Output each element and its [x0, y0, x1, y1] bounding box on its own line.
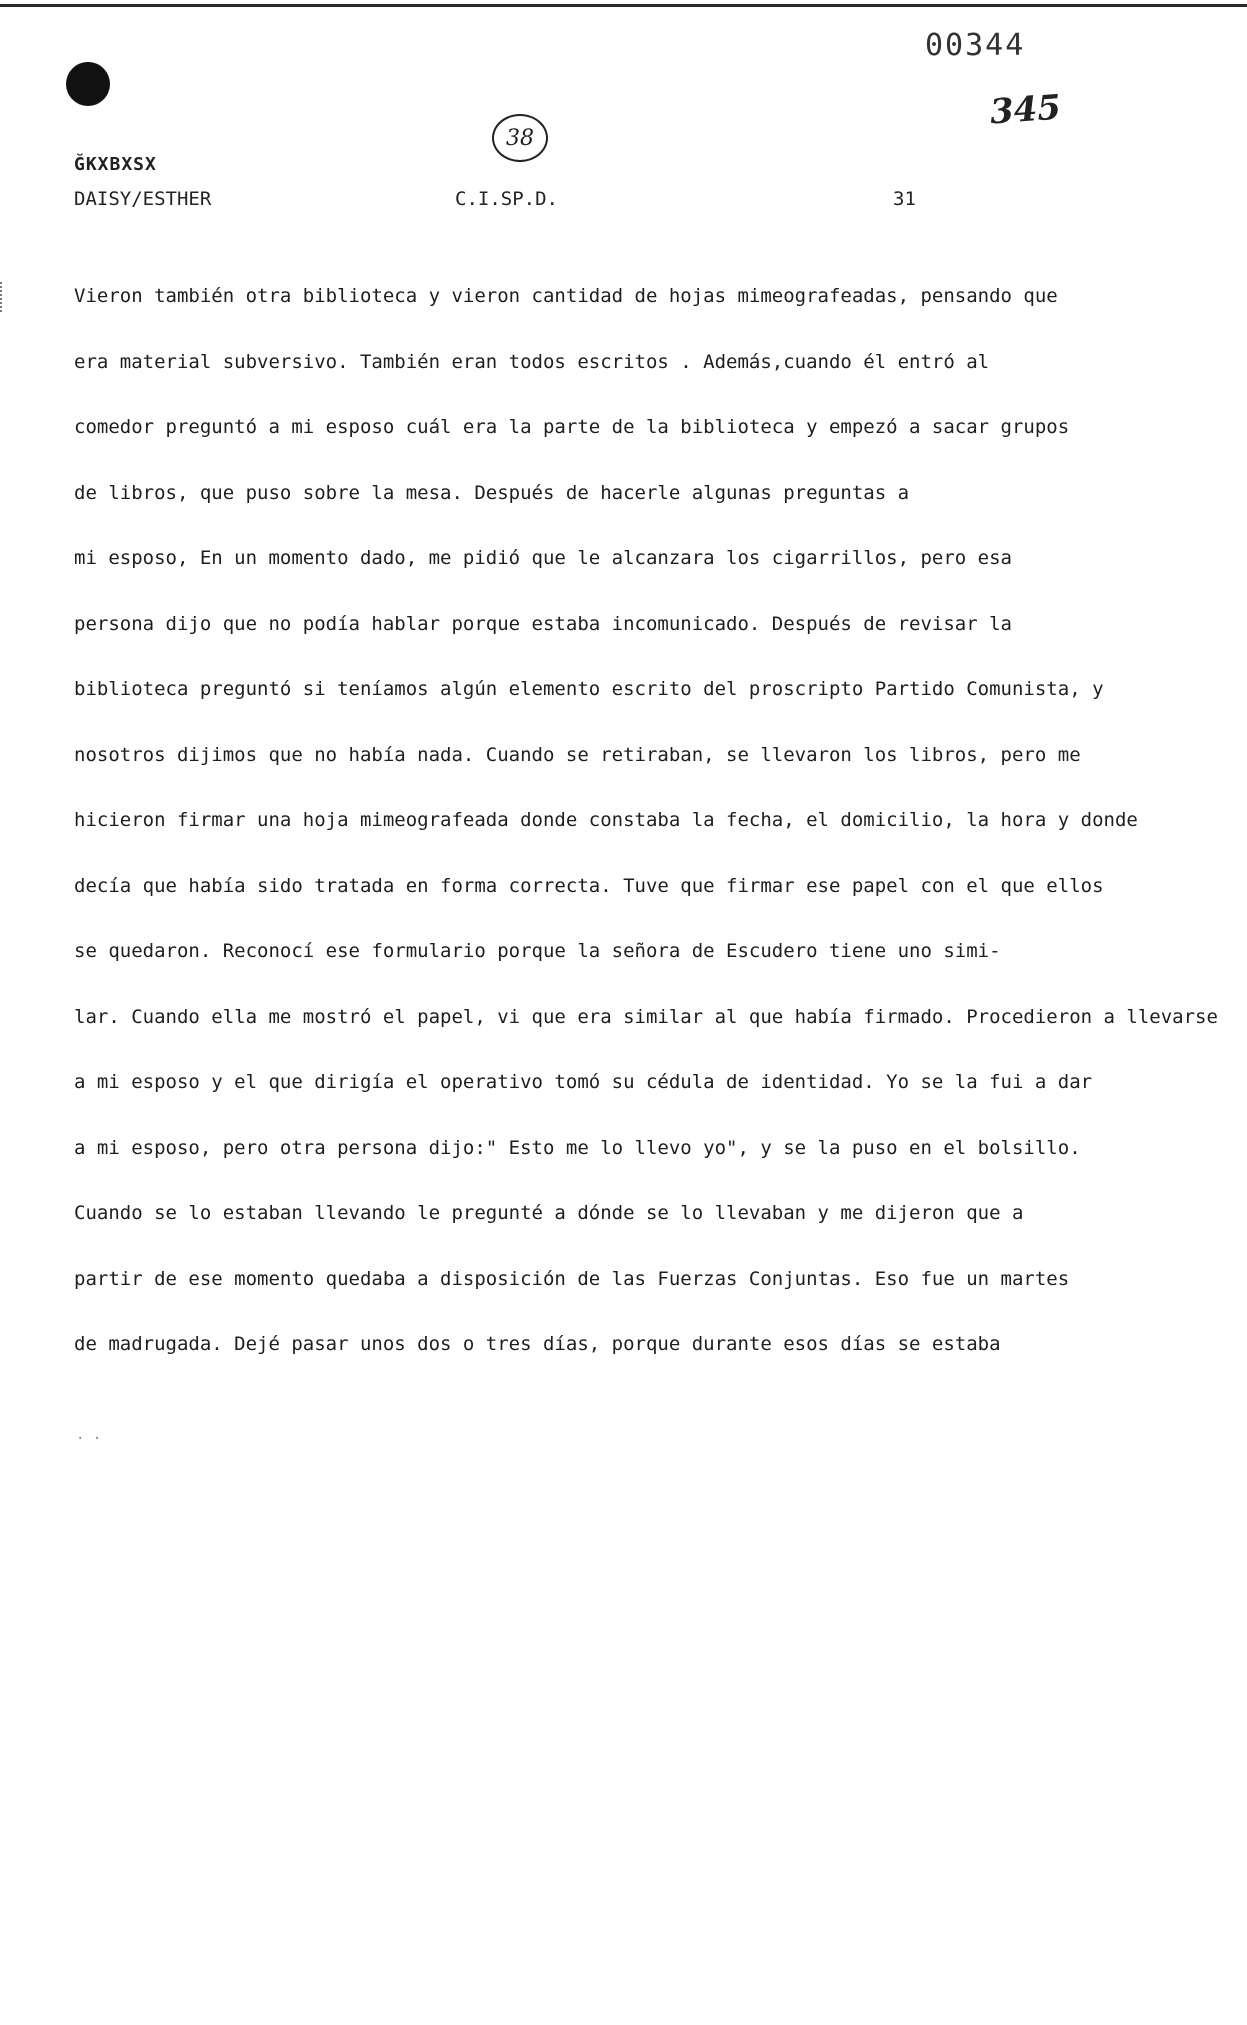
body-line: biblioteca preguntó si teníamos algún elemento escrito del proscripto Partido Comunista, y: [74, 678, 1104, 700]
circled-page-number: [492, 114, 548, 162]
stamp-page-number: 00344: [925, 28, 1026, 63]
body-line: de libros, que puso sobre la mesa. Después de hacerle algunas preguntas a: [74, 481, 910, 504]
body-line: Vieron también otra biblioteca y vieron cantidad de hojas mimeografeadas, pensando que: [74, 285, 1058, 307]
body-line: se quedaron. Reconocí ese formulario porque la señora de Escudero tiene uno simi-: [74, 940, 1001, 962]
header-agency: C.I.SP.D.: [455, 188, 558, 210]
header-page: 31: [893, 188, 916, 210]
body-line: partir de ese momento quedaba a disposición de las Fuerzas Conjuntas. Eso fue un martes: [74, 1267, 1070, 1290]
margin-dotted-line: [0, 282, 10, 312]
circled-page-number-text: 38: [506, 125, 534, 151]
body-line: comedor preguntó a mi esposo cuál era la parte de la biblioteca y empezó a sacar grupos: [74, 416, 1070, 438]
bottom-marks: . .: [76, 1427, 102, 1443]
body-line: de madrugada. Dejé pasar unos dos o tres días, porque durante esos días se estaba: [74, 1333, 1001, 1355]
body-line: lar. Cuando ella me mostró el papel, vi que era similar al que había firmado. Procedieron a llevarse: [74, 1005, 1218, 1028]
punch-hole: [66, 62, 110, 106]
body-line: mi esposo, En un momento dado, me pidió que le alcanzara los cigarrillos, pero esa: [74, 547, 1012, 569]
body-line: persona dijo que no podía hablar porque estaba incomunicado. Después de revisar la: [74, 612, 1012, 635]
body-line: a mi esposo, pero otra persona dijo:" Esto me lo llevo yo", y se la puso en el bolsillo.: [74, 1136, 1081, 1159]
body-line: Cuando se lo estaban llevando le pregunté a dónde se lo llevaban y me dijeron que a: [74, 1202, 1024, 1224]
handwritten-page-number: 345: [988, 87, 1063, 133]
top-border-line: [0, 4, 1247, 7]
struck-out-code: ĞKXBXSX: [74, 154, 157, 175]
body-line: hicieron firmar una hoja mimeografeada donde constaba la fecha, el domicilio, la hora y donde: [74, 809, 1138, 831]
document-body: [74, 276, 1218, 1390]
body-line: era material subversivo. También eran todos escritos . Además,cuando él entró al: [74, 350, 990, 373]
body-line: decía que había sido tratada en forma correcta. Tuve que firmar ese papel con el que ellos: [74, 874, 1104, 897]
body-line: nosotros dijimos que no había nada. Cuando se retiraban, se llevaron los libros, pero me: [74, 743, 1081, 766]
body-line: a mi esposo y el que dirigía el operativo tomó su cédula de identidad. Yo se la fui a dar: [74, 1071, 1093, 1093]
header-names: DAISY/ESTHER: [74, 188, 212, 210]
